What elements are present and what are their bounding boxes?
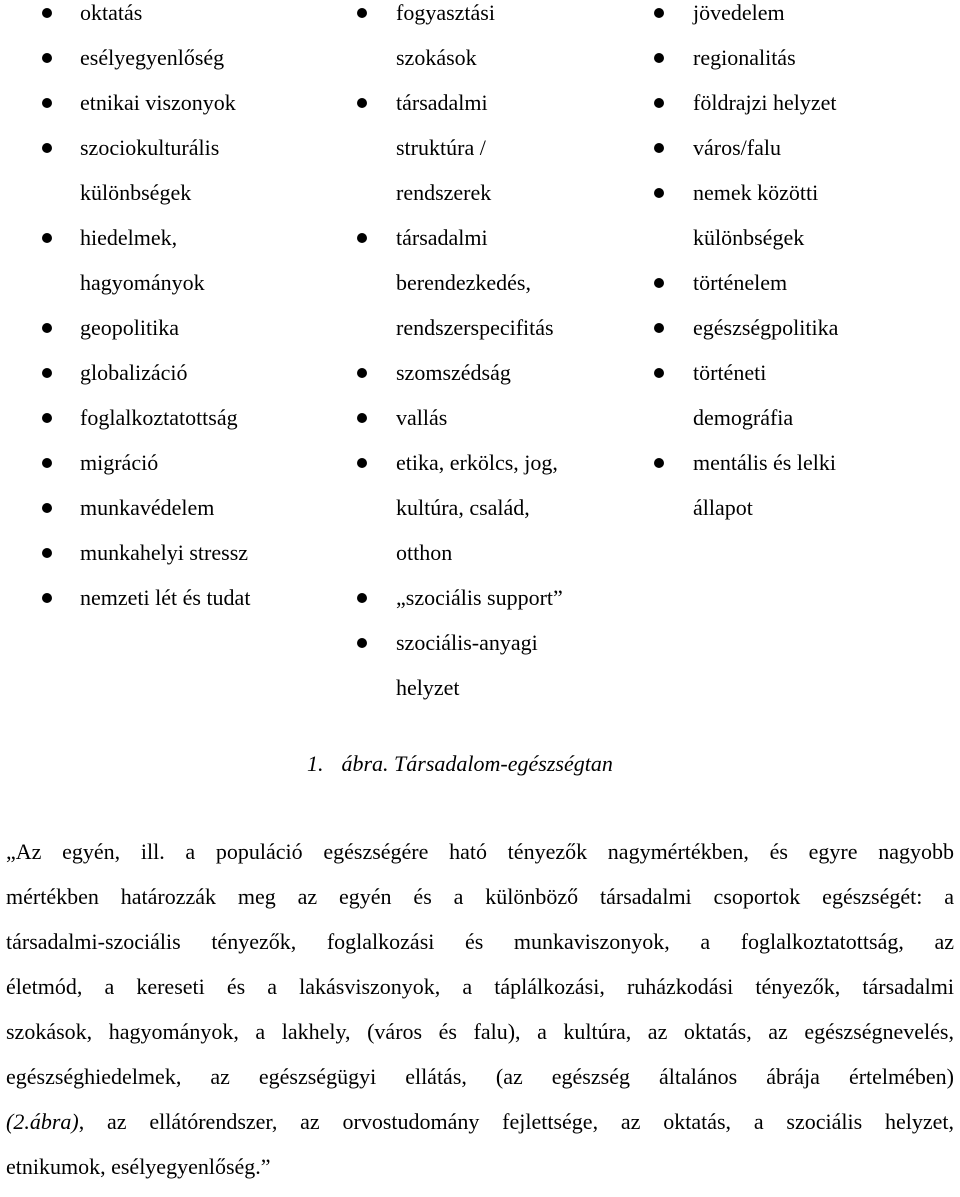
bullet-icon (357, 8, 367, 18)
bullet-text: nemzeti lét és tudat (80, 585, 251, 610)
bullet-icon (42, 53, 52, 63)
bullet-text: különbségek (80, 180, 192, 205)
bullet-icon (654, 143, 664, 153)
bullet-icon (42, 503, 52, 513)
bullet-item (80, 90, 250, 135)
bullet-text: társadalmi (396, 90, 488, 115)
bullet-text: állapot (693, 495, 753, 520)
bullet-item (80, 0, 250, 45)
bullet-text: földrajzi helyzet (693, 90, 837, 115)
bullet-text: nemek közötti (693, 180, 819, 205)
bullet-icon (42, 143, 52, 153)
bullet-item (80, 405, 250, 450)
bullet-item (396, 585, 563, 630)
bullet-icon (42, 8, 52, 18)
bullet-item (80, 495, 250, 540)
paragraph-line: „Az egyén, ill. a populáció egészségére ható tényezők nagymértékben, és egyre nagyobb (6, 839, 954, 864)
bullet-text: globalizáció (80, 360, 188, 385)
paragraph-line (6, 1107, 954, 1152)
bullet-text: szokások (396, 45, 477, 70)
figure-number: 1. (307, 751, 324, 776)
bullet-item (80, 225, 250, 315)
bullet-text: hiedelmek, (80, 225, 178, 250)
bullet-icon (357, 593, 367, 603)
bullet-text: szomszédság (396, 360, 511, 385)
bullet-text: jövedelem (693, 0, 785, 25)
bullet-text: vallás (396, 405, 448, 430)
bullet-item (693, 135, 838, 180)
bullet-text: mentális és lelki (693, 450, 836, 475)
bullet-item (693, 45, 838, 90)
bullet-icon (654, 53, 664, 63)
bullet-text: egészségpolitika (693, 315, 839, 340)
bullet-text: történelem (693, 270, 788, 295)
bullet-text: „szociális support” (396, 585, 563, 610)
bullet-text: helyzet (396, 675, 460, 700)
bullet-text: oktatás (80, 0, 143, 25)
bullet-text: kultúra, család, (396, 495, 530, 520)
bullet-text: migráció (80, 450, 159, 475)
bullet-icon (357, 233, 367, 243)
bullet-text: szociokulturális (80, 135, 220, 160)
bullet-icon (654, 458, 664, 468)
bullet-item (80, 540, 250, 585)
bullet-item (693, 360, 838, 450)
figure-caption (307, 751, 613, 777)
paragraph-line: életmód, a kereseti és a lakásviszonyok, a táplálkozási, ruházkodási tényezők, társadalmi (6, 974, 954, 999)
bullet-icon (357, 413, 367, 423)
bullet-item (693, 315, 838, 360)
bullet-text: geopolitika (80, 315, 179, 340)
bullet-text: különbségek (693, 225, 805, 250)
paragraph-line: etnikumok, esélyegyenlőség.” (6, 1154, 271, 1179)
bullet-item (693, 90, 838, 135)
bullet-item (693, 270, 838, 315)
bullet-text: struktúra / (396, 135, 486, 160)
paragraph-line-rest: , az ellátórendszer, az orvostudomány fejlettsége, az oktatás, a szociális helyzet, (78, 1109, 954, 1134)
bullet-text: fogyasztási (396, 0, 495, 25)
bullet-icon (42, 593, 52, 603)
bullet-icon (357, 368, 367, 378)
bullet-icon (42, 233, 52, 243)
bullet-item (693, 0, 838, 45)
bullet-item (80, 45, 250, 90)
bullet-text: berendezkedés, (396, 270, 531, 295)
bullet-column-1 (80, 0, 250, 630)
bullet-text: munkahelyi stressz (80, 540, 249, 565)
bullet-item (396, 0, 563, 90)
bullet-item (396, 225, 563, 360)
bullet-text: etika, erkölcs, jog, (396, 450, 558, 475)
figure-reference: (2.ábra) (6, 1109, 79, 1134)
bullet-icon (42, 548, 52, 558)
bullet-text: otthon (396, 540, 453, 565)
bullet-item (80, 585, 250, 630)
bullet-text: regionalitás (693, 45, 796, 70)
bullet-item (396, 405, 563, 450)
bullet-text: etnikai viszonyok (80, 90, 236, 115)
quoted-paragraph (6, 837, 954, 1197)
bullet-text: rendszerek (396, 180, 492, 205)
bullet-text: hagyományok (80, 270, 205, 295)
bullet-item (396, 450, 563, 585)
paragraph-line: egészséghiedelmek, az egészségügyi ellátás, (az egészség általános ábrája értelmében) (6, 1064, 954, 1089)
bullet-icon (357, 98, 367, 108)
paragraph-line: szokások, hagyományok, a lakhely, (város és falu), a kultúra, az oktatás, az egészségnevelés, (6, 1019, 954, 1044)
bullet-item (396, 90, 563, 225)
bullet-text: rendszerspecifitás (396, 315, 554, 340)
figure-title: ábra. Társadalom-egészségtan (341, 751, 613, 776)
bullet-icon (42, 413, 52, 423)
bullet-icon (654, 98, 664, 108)
bullet-item (80, 360, 250, 405)
bullet-icon (357, 458, 367, 468)
bullet-icon (654, 323, 664, 333)
bullet-text: város/falu (693, 135, 781, 160)
bullet-text: esélyegyenlőség (80, 45, 225, 70)
bullet-icon (654, 278, 664, 288)
bullet-item (693, 450, 838, 540)
bullet-icon (357, 638, 367, 648)
bullet-item (693, 180, 838, 270)
bullet-icon (42, 323, 52, 333)
bullet-item (80, 315, 250, 360)
bullet-text: foglalkoztatottság (80, 405, 238, 430)
bullet-column-3 (693, 0, 838, 540)
bullet-item (396, 630, 563, 720)
bullet-text: társadalmi (396, 225, 488, 250)
bullet-icon (654, 188, 664, 198)
bullet-icon (42, 368, 52, 378)
bullet-icon (42, 98, 52, 108)
bullet-icon (42, 458, 52, 468)
bullet-column-2 (396, 0, 563, 720)
bullet-text: demográfia (693, 405, 794, 430)
paragraph-line: mértékben határozzák meg az egyén és a különböző társadalmi csoportok egészségét: a (6, 884, 954, 909)
bullet-item (396, 360, 563, 405)
paragraph-line: társadalmi-szociális tényezők, foglalkozási és munkaviszonyok, a foglalkoztatottság, az (6, 929, 954, 954)
bullet-item (80, 135, 250, 225)
bullet-text: történeti (693, 360, 767, 385)
bullet-text: munkavédelem (80, 495, 215, 520)
bullet-item (80, 450, 250, 495)
bullet-text: szociális-anyagi (396, 630, 538, 655)
bullet-icon (654, 8, 664, 18)
bullet-icon (654, 368, 664, 378)
